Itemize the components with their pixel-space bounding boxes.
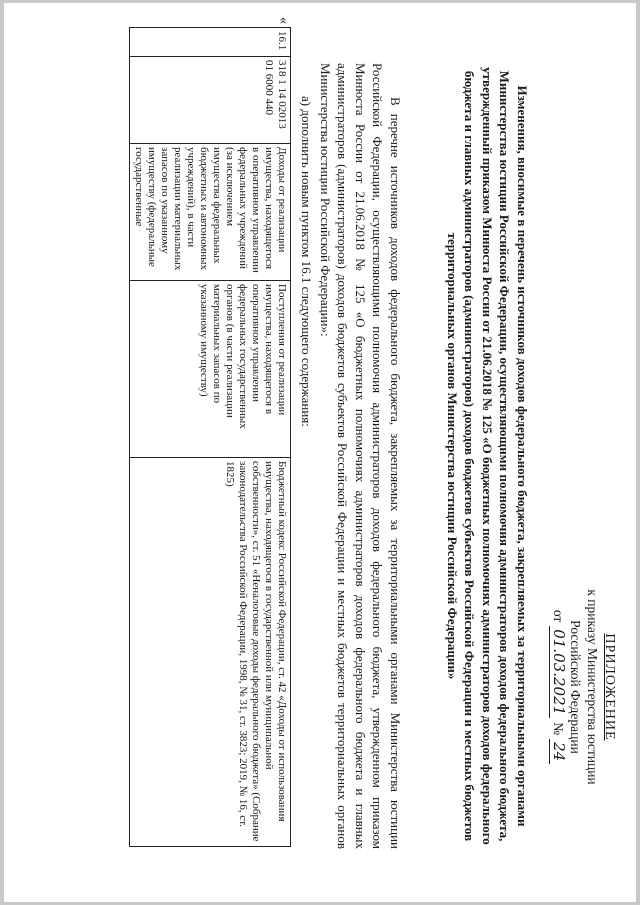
handwritten-date: 01.03.2021 <box>549 626 567 718</box>
rotated-content <box>4 3 636 902</box>
handwritten-number: 24 <box>549 739 567 764</box>
appendix-line-2: Российской Федерации <box>568 620 583 754</box>
intro-paragraph: В перечне источников доходов федерального бюджета, закрепляемых за территориальными органами Министерства юстиции Российской Федерации, осуществляющими полномочия администраторов доходов федерального бюджета, утвержденном приказом Минюста России от 21.06.2018 № 125 «О бюджетных полномочиях администраторов доходов федерального бюджета и главных администраторов (администраторов) доходов бюджетов субъектов Российской Федерации и местных бюджетов территориальных органов Министерства юстиции Российской Федерации»: <box>318 63 403 849</box>
receipts-description: Поступления от реализации имущества, находящегося в оперативном управлении федеральных государственных органов (в части реализации материальных запасов по указанному имуществу) <box>130 281 291 458</box>
row-number: 16.1 <box>130 28 291 57</box>
appendix-line-1: к приказу Министерства юстиции <box>585 589 600 785</box>
appendix-heading: ПРИЛОЖЕНИЕ <box>602 633 617 741</box>
open-quote: « <box>276 17 291 24</box>
document-title: Изменения, вносимые в перечень источников доходов федерального бюджета, закрепляемых за территориальными органами Министерства юстиции Российской Федерации, осуществляющими полномочия администраторов доходов федерального бюджета, утвержденный приказом Минюста России от 21.06.2018 № 125 «О бюджетных полномочиях администраторов доходов федерального бюджета и главных администраторов (администраторов) доходов бюджетов субъектов Российской Федерации и местных бюджетов территориальных органов Министерства юстиции Российской Федерации» <box>445 67 530 845</box>
document-page <box>4 3 636 902</box>
number-label: № <box>551 722 566 736</box>
budget-code: 318 1 14 02013 01 6000 440 <box>130 57 291 144</box>
subpoint-a: а) дополнить новым пунктом 16.1 следующего содержания: <box>299 96 314 427</box>
table-row <box>130 28 291 847</box>
appendix-date-line <box>549 582 567 792</box>
revenue-name: Доходы от реализации имущества, находящегося в оперативном управлении федеральных учреждений (за исключением имущества федеральных бюджетных и автономных учреждений), в части реализации материальных запасов по указанному имуществу (федеральные государственные <box>130 144 291 281</box>
from-label: от <box>551 609 566 623</box>
legal-basis: Бюджетный кодекс Российской Федерации, ст. 42 «Доходы от использования имущества, находящегося в государственной или муниципальной собственности», ст. 51 «Неналоговые доходы федерального бюджета» (Собрание законодательства Российской Федерации, 1998, № 31, ст. 3823; 2019, № 16, ст. 1825) <box>130 458 291 847</box>
appendix-header <box>549 582 618 792</box>
revenue-table <box>129 27 291 847</box>
